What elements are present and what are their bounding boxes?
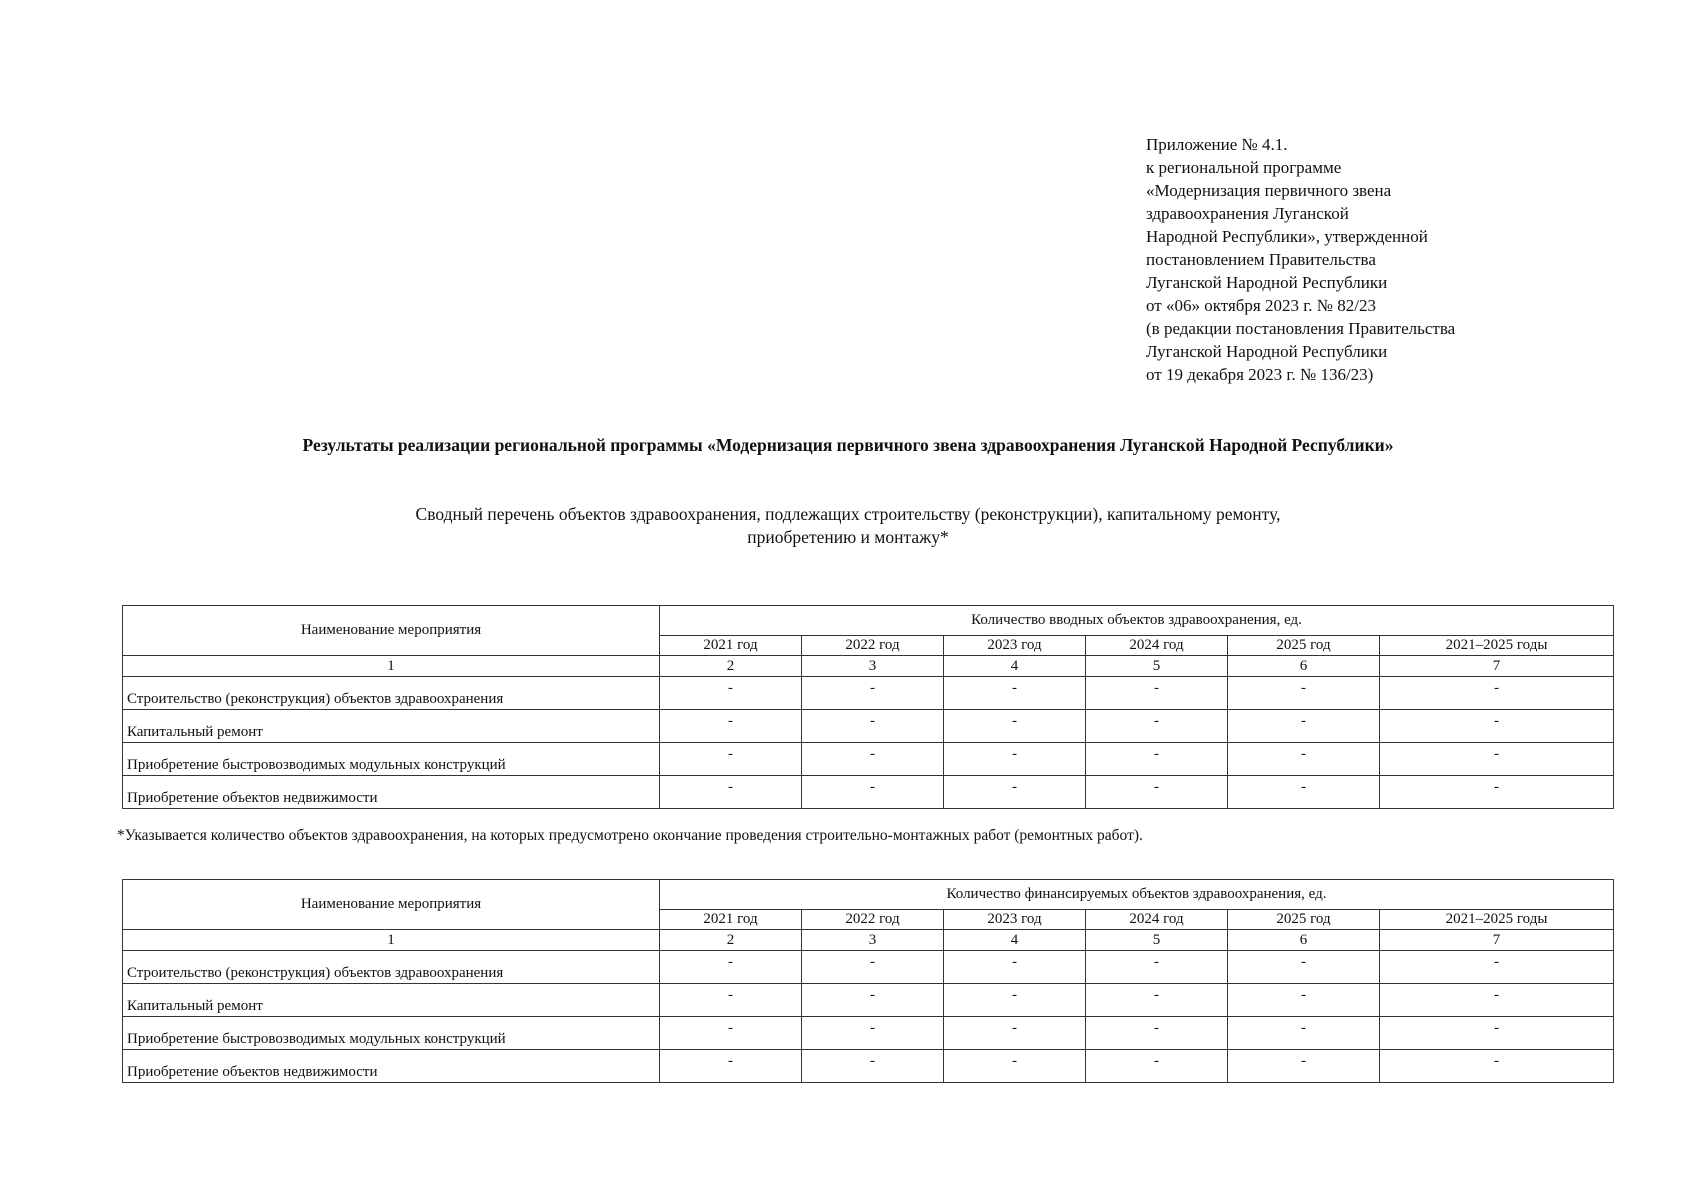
appendix-line: Луганской Народной Республики xyxy=(1146,273,1388,292)
value-cell: - xyxy=(1086,677,1228,710)
year-header: 2022 год xyxy=(802,636,944,656)
table-row xyxy=(123,710,1614,743)
value-cell: - xyxy=(1086,1017,1228,1050)
value-cell: - xyxy=(802,984,944,1017)
value-cell: - xyxy=(660,1017,802,1050)
value-cell: - xyxy=(1228,984,1380,1017)
column-number: 4 xyxy=(944,930,1086,951)
financed-objects-table xyxy=(122,879,1614,1083)
value-cell: - xyxy=(1228,1017,1380,1050)
column-number: 5 xyxy=(1086,656,1228,677)
value-cell: - xyxy=(802,776,944,809)
column-number: 7 xyxy=(1380,656,1614,677)
column-number: 7 xyxy=(1380,930,1614,951)
value-cell: - xyxy=(1228,743,1380,776)
row-name: Строительство (реконструкция) объектов здравоохранения xyxy=(123,951,660,984)
value-cell: - xyxy=(944,776,1086,809)
value-cell: - xyxy=(1228,776,1380,809)
value-cell: - xyxy=(802,677,944,710)
year-header: 2022 год xyxy=(802,910,944,930)
commissioned-objects-table xyxy=(122,605,1614,809)
value-cell: - xyxy=(1228,710,1380,743)
column-number: 1 xyxy=(123,656,660,677)
value-cell: - xyxy=(944,743,1086,776)
column-number: 5 xyxy=(1086,930,1228,951)
column-number: 6 xyxy=(1228,930,1380,951)
year-header: 2024 год xyxy=(1086,910,1228,930)
appendix-line: от «06» октября 2023 г. № 82/23 xyxy=(1146,296,1376,315)
row-name: Строительство (реконструкция) объектов здравоохранения xyxy=(123,677,660,710)
value-cell: - xyxy=(944,1017,1086,1050)
row-name: Приобретение быстровозводимых модульных конструкций xyxy=(123,743,660,776)
year-header: 2025 год xyxy=(1228,910,1380,930)
table-row xyxy=(123,776,1614,809)
column-number: 3 xyxy=(802,930,944,951)
year-header: 2023 год xyxy=(944,910,1086,930)
table-subtitle xyxy=(0,503,1696,549)
appendix-block xyxy=(1146,133,1455,386)
value-cell: - xyxy=(660,776,802,809)
appendix-line: (в редакции постановления Правительства xyxy=(1146,319,1456,338)
value-cell: - xyxy=(1380,743,1614,776)
value-cell: - xyxy=(660,677,802,710)
value-cell: - xyxy=(660,743,802,776)
value-cell: - xyxy=(1086,1050,1228,1083)
value-cell: - xyxy=(802,951,944,984)
value-cell: - xyxy=(1380,984,1614,1017)
appendix-line: Луганской Народной Республики xyxy=(1146,342,1388,361)
column-number: 2 xyxy=(660,656,802,677)
column-number: 3 xyxy=(802,656,944,677)
column-number: 4 xyxy=(944,656,1086,677)
value-cell: - xyxy=(1380,677,1614,710)
value-cell: - xyxy=(1380,951,1614,984)
row-name: Приобретение быстровозводимых модульных конструкций xyxy=(123,1017,660,1050)
name-column-header: Наименование мероприятия xyxy=(123,606,660,656)
value-cell: - xyxy=(1086,984,1228,1017)
year-header: 2021–2025 годы xyxy=(1380,636,1614,656)
appendix-line: здравоохранения Луганской xyxy=(1146,204,1349,223)
value-cell: - xyxy=(802,1050,944,1083)
table-row xyxy=(123,677,1614,710)
year-header: 2024 год xyxy=(1086,636,1228,656)
row-name: Приобретение объектов недвижимости xyxy=(123,776,660,809)
footnote: *Указывается количество объектов здравоохранения, на которых предусмотрено окончание проведения строительно-монтажных работ (ремонтных работ). xyxy=(117,827,1143,844)
table-row xyxy=(123,1017,1614,1050)
value-cell: - xyxy=(1086,951,1228,984)
value-cell: - xyxy=(944,984,1086,1017)
value-cell: - xyxy=(660,984,802,1017)
column-number: 2 xyxy=(660,930,802,951)
table-row xyxy=(123,1050,1614,1083)
value-cell: - xyxy=(802,1017,944,1050)
value-cell: - xyxy=(1228,1050,1380,1083)
value-cell: - xyxy=(1228,677,1380,710)
row-name: Приобретение объектов недвижимости xyxy=(123,1050,660,1083)
value-cell: - xyxy=(1380,776,1614,809)
subtitle-line-1: Сводный перечень объектов здравоохранения, подлежащих строительству (реконструкции), капитальному ремонту, xyxy=(415,504,1281,524)
appendix-line: от 19 декабря 2023 г. № 136/23) xyxy=(1146,365,1374,384)
value-cell: - xyxy=(660,1050,802,1083)
page-title: Результаты реализации региональной программы «Модернизация первичного звена здравоохранения Луганской Народной Республики» xyxy=(302,435,1394,455)
year-header: 2021 год xyxy=(660,910,802,930)
column-number: 6 xyxy=(1228,656,1380,677)
appendix-line: Приложение № 4.1. xyxy=(1146,135,1288,154)
group-column-header: Количество вводных объектов здравоохранения, ед. xyxy=(660,606,1614,636)
year-header: 2025 год xyxy=(1228,636,1380,656)
table-row xyxy=(123,743,1614,776)
column-number: 1 xyxy=(123,930,660,951)
value-cell: - xyxy=(1086,776,1228,809)
value-cell: - xyxy=(1086,743,1228,776)
value-cell: - xyxy=(944,710,1086,743)
appendix-line: постановлением Правительства xyxy=(1146,250,1376,269)
appendix-line: Народной Республики», утвержденной xyxy=(1146,227,1428,246)
value-cell: - xyxy=(944,951,1086,984)
table-row xyxy=(123,984,1614,1017)
value-cell: - xyxy=(802,743,944,776)
value-cell: - xyxy=(944,677,1086,710)
value-cell: - xyxy=(1228,951,1380,984)
value-cell: - xyxy=(660,710,802,743)
name-column-header: Наименование мероприятия xyxy=(123,880,660,930)
year-header: 2023 год xyxy=(944,636,1086,656)
value-cell: - xyxy=(1380,710,1614,743)
value-cell: - xyxy=(802,710,944,743)
row-name: Капитальный ремонт xyxy=(123,710,660,743)
value-cell: - xyxy=(1380,1050,1614,1083)
table-row xyxy=(123,951,1614,984)
year-header: 2021 год xyxy=(660,636,802,656)
group-column-header: Количество финансируемых объектов здравоохранения, ед. xyxy=(660,880,1614,910)
value-cell: - xyxy=(1380,1017,1614,1050)
row-name: Капитальный ремонт xyxy=(123,984,660,1017)
value-cell: - xyxy=(944,1050,1086,1083)
value-cell: - xyxy=(1086,710,1228,743)
appendix-line: к региональной программе xyxy=(1146,158,1342,177)
value-cell: - xyxy=(660,951,802,984)
year-header: 2021–2025 годы xyxy=(1380,910,1614,930)
subtitle-line-2: приобретению и монтажу* xyxy=(747,527,949,547)
appendix-line: «Модернизация первичного звена xyxy=(1146,181,1392,200)
